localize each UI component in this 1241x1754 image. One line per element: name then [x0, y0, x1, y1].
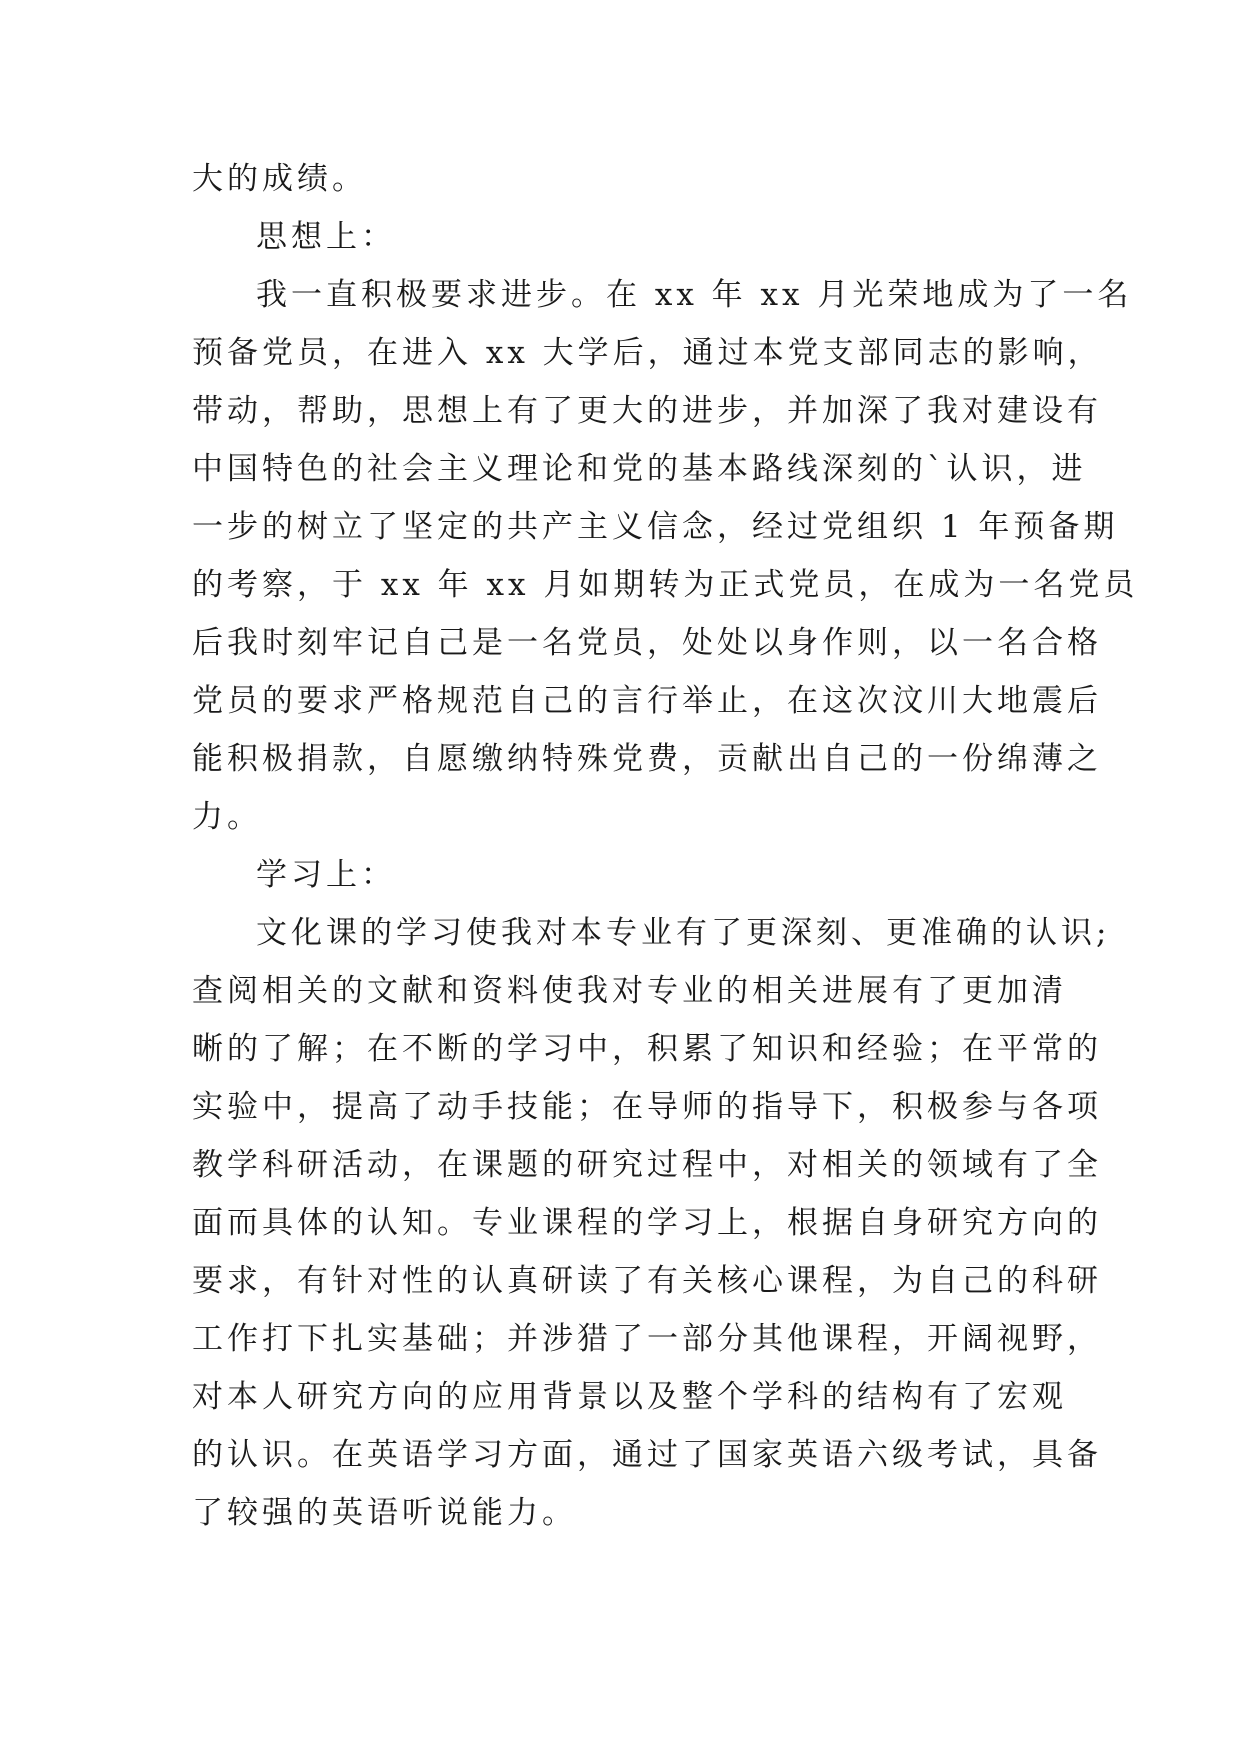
- text-line: 查阅相关的文献和资料使我对专业的相关进展有了更加清: [192, 973, 1067, 1009]
- text-line: 中国特色的社会主义理论和党的基本路线深刻的`认识，进: [192, 451, 1087, 487]
- text-line: 我一直积极要求进步。在 xx 年 xx 月光荣地成为了一名: [256, 277, 1133, 313]
- text-line: 晰的了解；在不断的学习中，积累了知识和经验；在平常的: [192, 1031, 1102, 1067]
- section-heading-study: 学习上：: [256, 857, 396, 893]
- text-line: 的考察，于 xx 年 xx 月如期转为正式党员，在成为一名党员: [192, 567, 1139, 603]
- text-line: 大的成绩。: [192, 161, 367, 197]
- text-line: 力。: [192, 799, 262, 835]
- text-line: 文化课的学习使我对本专业有了更深刻、更准确的认识;: [256, 915, 1111, 951]
- body-text: [192, 150, 1139, 1542]
- text-line: 党员的要求严格规范自己的言行举止，在这次汶川大地震后: [192, 683, 1102, 719]
- text-line: 实验中，提高了动手技能；在导师的指导下，积极参与各项: [192, 1089, 1102, 1125]
- text-line: 带动，帮助，思想上有了更大的进步，并加深了我对建设有: [192, 393, 1102, 429]
- text-line: 教学科研活动，在课题的研究过程中，对相关的领域有了全: [192, 1147, 1102, 1183]
- text-line: 了较强的英语听说能力。: [192, 1495, 577, 1531]
- text-line: 工作打下扎实基础；并涉猎了一部分其他课程，开阔视野，: [192, 1321, 1102, 1357]
- text-line: 对本人研究方向的应用背景以及整个学科的结构有了宏观: [192, 1379, 1067, 1415]
- text-line: 后我时刻牢记自己是一名党员，处处以身作则，以一名合格: [192, 625, 1102, 661]
- text-line: 的认识。在英语学习方面，通过了国家英语六级考试，具备: [192, 1437, 1102, 1473]
- text-line: 一步的树立了坚定的共产主义信念，经过党组织 1 年预备期: [192, 509, 1119, 545]
- text-line: 能积极捐款，自愿缴纳特殊党费，贡献出自己的一份绵薄之: [192, 741, 1102, 777]
- text-line: 面而具体的认知。专业课程的学习上，根据自身研究方向的: [192, 1205, 1102, 1241]
- section-heading-thought: 思想上：: [256, 219, 396, 255]
- text-line: 预备党员，在进入 xx 大学后，通过本党支部同志的影响，: [192, 335, 1103, 371]
- text-line: 要求，有针对性的认真研读了有关核心课程，为自己的科研: [192, 1263, 1102, 1299]
